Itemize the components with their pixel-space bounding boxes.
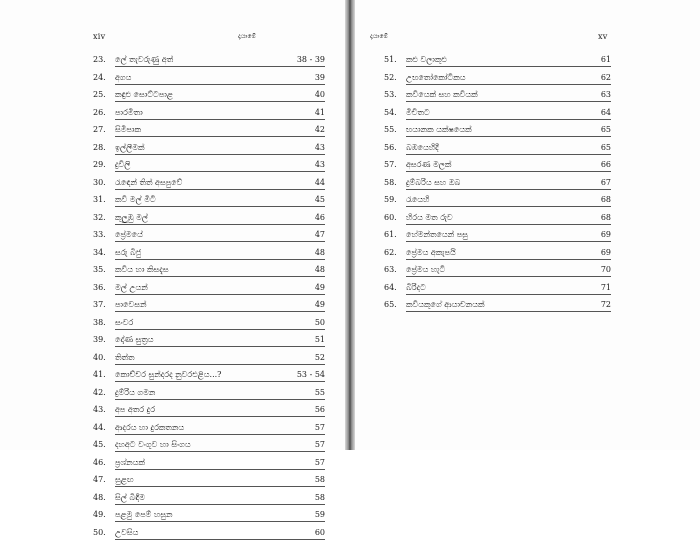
toc-entry-title: දුවිලි — [115, 159, 130, 171]
toc-entry-number: 34. — [93, 247, 115, 259]
toc-entry-number: 47. — [93, 474, 115, 486]
toc-entry-title: ප්‍රශ්නයක් — [115, 457, 145, 469]
toc-entry-number: 48. — [93, 492, 115, 504]
toc-entry-title: පාරමිතා — [115, 107, 143, 119]
toc-entry-page: 65 — [601, 142, 611, 154]
toc-entry-title: අප අතර දුර — [115, 404, 155, 416]
toc-entry-title: අගය — [115, 72, 131, 84]
toc-entry-number: 46. — [93, 457, 115, 469]
toc-entry-title: කවි මල් මිටි — [115, 194, 156, 206]
toc-entry-number: 62. — [384, 247, 406, 259]
right-toc-list — [384, 54, 611, 317]
toc-entry-rule — [115, 276, 325, 277]
toc-entry-rule — [115, 311, 325, 312]
left-running-title: දෑයාමේ — [238, 33, 256, 41]
toc-entry-page: 42 — [315, 124, 325, 136]
toc-entry-rule — [406, 311, 611, 312]
toc-entry-rule — [115, 521, 325, 522]
toc-entry — [93, 282, 325, 300]
toc-entry-page: 57 — [315, 439, 325, 451]
toc-entry-number: 38. — [93, 317, 115, 329]
toc-entry — [93, 177, 325, 195]
toc-entry — [93, 509, 325, 527]
toc-entry — [93, 527, 325, 544]
toc-entry-rule — [115, 119, 325, 120]
toc-entry-rule — [115, 206, 325, 207]
toc-entry — [93, 142, 325, 160]
toc-entry-page: 69 — [601, 247, 611, 259]
toc-entry-page: 51 — [315, 334, 325, 346]
toc-entry-title: පාවෙසන් — [115, 299, 147, 311]
toc-entry — [93, 264, 325, 282]
toc-entry-title: කවියෙක් සහ කවියක් — [406, 89, 478, 101]
toc-entry-rule — [406, 154, 611, 155]
toc-entry — [384, 159, 611, 177]
toc-entry-title: කළු වලාකුළු — [406, 54, 447, 66]
toc-entry-number: 39. — [93, 334, 115, 346]
toc-entry-page: 63 — [601, 89, 611, 101]
toc-entry-rule — [406, 241, 611, 242]
toc-entry-rule — [115, 66, 325, 67]
toc-entry-page: 53 - 54 — [297, 369, 325, 381]
toc-entry-title: දහඅට වංගුව හා සිංගය — [115, 439, 191, 451]
toc-entry-number: 42. — [93, 387, 115, 399]
toc-entry — [93, 439, 325, 457]
toc-entry-number: 31. — [93, 194, 115, 206]
toc-entry-page: 38 - 39 — [297, 54, 325, 66]
toc-entry — [384, 142, 611, 160]
toc-entry-number: 49. — [93, 509, 115, 521]
toc-entry-number: 56. — [384, 142, 406, 154]
toc-entry-number: 65. — [384, 299, 406, 311]
toc-entry — [384, 54, 611, 72]
toc-entry — [384, 247, 611, 265]
toc-entry-page: 66 — [601, 159, 611, 171]
toc-entry-number: 33. — [93, 229, 115, 241]
toc-entry-title: සරු බිජු — [115, 247, 141, 259]
toc-entry — [384, 229, 611, 247]
toc-entry-rule — [115, 469, 325, 470]
toc-entry — [93, 317, 325, 335]
toc-entry-page: 49 — [315, 282, 325, 294]
toc-entry-title: කවියකුගේ ආයාචනයක් — [406, 299, 484, 311]
toc-entry-rule — [115, 399, 325, 400]
toc-entry-title: කවිය හා කිසදැස — [115, 264, 169, 276]
toc-entry — [93, 387, 325, 405]
toc-entry-number: 36. — [93, 282, 115, 294]
toc-entry-page: 57 — [315, 457, 325, 469]
toc-entry-title: උවසිය — [115, 527, 138, 539]
toc-entry-title: ප්‍රේමයේ — [115, 229, 143, 241]
toc-entry — [384, 177, 611, 195]
toc-entry-title: ඉල්ලීමක් — [115, 142, 144, 154]
toc-entry-number: 57. — [384, 159, 406, 171]
toc-entry — [384, 72, 611, 90]
toc-entry-page: 60 — [315, 527, 325, 539]
toc-entry-page: 48 — [315, 264, 325, 276]
toc-entry-number: 32. — [93, 212, 115, 224]
toc-entry — [93, 457, 325, 475]
toc-entry-title: බඹයෙහිදී — [406, 142, 439, 154]
toc-entry — [93, 89, 325, 107]
left-toc-list — [93, 54, 325, 544]
toc-entry — [384, 194, 611, 212]
toc-entry-number: 23. — [93, 54, 115, 66]
toc-entry-title: ප්‍රේමය අකැපයි — [406, 247, 456, 259]
toc-entry-number: 45. — [93, 439, 115, 451]
toc-entry — [93, 194, 325, 212]
toc-entry-rule — [115, 329, 325, 330]
toc-entry-page: 43 — [315, 142, 325, 154]
toc-entry — [93, 159, 325, 177]
toc-entry-title: සංවර — [115, 317, 133, 329]
toc-entry — [93, 107, 325, 125]
toc-entry-page: 48 — [315, 247, 325, 259]
toc-entry-page: 43 — [315, 159, 325, 171]
toc-entry-page: 52 — [315, 352, 325, 364]
toc-entry-title: භයානක යක්ෂයෙක් — [406, 124, 472, 136]
toc-entry — [93, 492, 325, 510]
toc-entry-rule — [406, 206, 611, 207]
toc-entry-title: කොච්චර සුන්දරද නුවරඑළිය...? — [115, 369, 221, 381]
toc-entry-number: 54. — [384, 107, 406, 119]
toc-entry-rule — [406, 224, 611, 225]
toc-entry-number: 30. — [93, 177, 115, 189]
toc-entry-number: 50. — [93, 527, 115, 539]
toc-entry-rule — [115, 504, 325, 505]
toc-entry-number: 61. — [384, 229, 406, 241]
toc-entry-rule — [115, 346, 325, 347]
toc-entry-rule — [115, 381, 325, 382]
toc-entry-page: 58 — [315, 492, 325, 504]
toc-entry-number: 28. — [93, 142, 115, 154]
toc-entry — [93, 422, 325, 440]
toc-entry-number: 51. — [384, 54, 406, 66]
toc-entry-rule — [406, 259, 611, 260]
toc-entry-number: 37. — [93, 299, 115, 311]
toc-entry — [93, 229, 325, 247]
book-gutter — [345, 0, 355, 450]
toc-entry-title: සිල් බිඳීම — [115, 492, 145, 504]
toc-entry-number: 43. — [93, 404, 115, 416]
left-page-number: xiv — [93, 32, 106, 41]
toc-entry-rule — [115, 434, 325, 435]
toc-entry-title: බිරිදට — [406, 282, 426, 294]
toc-entry-rule — [115, 486, 325, 487]
toc-entry-number: 60. — [384, 212, 406, 224]
toc-entry — [384, 107, 611, 125]
toc-entry-title: මල් උයන් — [115, 282, 148, 294]
toc-entry — [93, 247, 325, 265]
toc-entry-title: කුලුඹු මල් — [115, 212, 148, 224]
toc-entry-page: 57 — [315, 422, 325, 434]
toc-entry-title: ප්‍රේමය හැටි — [406, 264, 445, 276]
toc-entry-number: 24. — [93, 72, 115, 84]
toc-entry-page: 46 — [315, 212, 325, 224]
toc-entry-title: හේමන්තයෙන් පසු — [406, 229, 468, 241]
toc-entry-rule — [115, 84, 325, 85]
toc-entry-number: 35. — [93, 264, 115, 276]
toc-entry-page: 62 — [601, 72, 611, 84]
toc-entry-title: රැඳෙන් තිත් අසපුවේ — [115, 177, 182, 189]
toc-entry-title: සුළඟ — [115, 474, 134, 486]
toc-entry-rule — [406, 136, 611, 137]
toc-entry-page: 50 — [315, 317, 325, 329]
toc-entry-rule — [406, 276, 611, 277]
toc-entry — [93, 369, 325, 387]
toc-entry-rule — [406, 119, 611, 120]
toc-entry — [93, 299, 325, 317]
toc-entry-number: 58. — [384, 177, 406, 189]
toc-entry — [384, 264, 611, 282]
toc-entry — [93, 352, 325, 370]
toc-entry-title: කඳුළු සොට්ටපාළ — [115, 89, 173, 101]
toc-entry-number: 53. — [384, 89, 406, 101]
toc-entry-number: 26. — [93, 107, 115, 119]
toc-entry-page: 69 — [601, 229, 611, 241]
toc-entry-page: 65 — [601, 124, 611, 136]
right-page-number: xv — [598, 32, 608, 41]
toc-entry-rule — [406, 101, 611, 102]
toc-entry — [93, 404, 325, 422]
toc-entry-page: 68 — [601, 194, 611, 206]
toc-entry — [93, 474, 325, 492]
toc-entry-title: දෝණ සුත්‍රය — [115, 334, 154, 346]
toc-entry-number: 63. — [384, 264, 406, 276]
right-running-title: දෑයාමේ — [370, 33, 388, 41]
toc-entry-title: ලේ තැවරුණු අත් — [115, 54, 173, 66]
toc-entry-title: මිචිතට — [406, 107, 430, 119]
toc-entry — [93, 72, 325, 90]
toc-entry — [93, 124, 325, 142]
toc-entry-page: 68 — [601, 212, 611, 224]
toc-entry — [93, 334, 325, 352]
toc-entry-rule — [115, 171, 325, 172]
toc-entry-number: 59. — [384, 194, 406, 206]
toc-entry-page: 61 — [601, 54, 611, 66]
toc-entry-number: 29. — [93, 159, 115, 171]
toc-entry-title: සිමිපාක — [115, 124, 141, 136]
toc-entry-page: 44 — [315, 177, 325, 189]
toc-entry-rule — [406, 66, 611, 67]
toc-entry-rule — [115, 259, 325, 260]
toc-entry-title: උභතෝකෝටිකය — [406, 72, 466, 84]
toc-entry-page: 72 — [601, 299, 611, 311]
toc-entry-page: 47 — [315, 229, 325, 241]
toc-entry-rule — [115, 101, 325, 102]
toc-entry-rule — [115, 451, 325, 452]
toc-entry-number: 55. — [384, 124, 406, 136]
toc-entry-title: ආදරය හා දුරකතනය — [115, 422, 184, 434]
toc-entry-rule — [115, 136, 325, 137]
toc-entry-page: 64 — [601, 107, 611, 119]
toc-entry-number: 40. — [93, 352, 115, 364]
toc-entry-rule — [406, 171, 611, 172]
toc-entry-title: රැයෙහි — [406, 194, 429, 206]
toc-entry-page: 56 — [315, 404, 325, 416]
toc-entry-title: පළමු පෙම් හසුන — [115, 509, 173, 521]
toc-entry-page: 39 — [315, 72, 325, 84]
toc-entry — [93, 54, 325, 72]
toc-entry-page: 45 — [315, 194, 325, 206]
toc-entry — [384, 282, 611, 300]
toc-entry — [384, 212, 611, 230]
toc-entry-rule — [115, 224, 325, 225]
toc-entry — [384, 124, 611, 142]
toc-entry-number: 27. — [93, 124, 115, 136]
toc-entry-rule — [115, 364, 325, 365]
toc-entry-page: 70 — [601, 264, 611, 276]
toc-entry-rule — [406, 294, 611, 295]
toc-entry-number: 64. — [384, 282, 406, 294]
toc-entry-page: 67 — [601, 177, 611, 189]
toc-entry-number: 52. — [384, 72, 406, 84]
toc-entry-number: 44. — [93, 422, 115, 434]
toc-entry-page: 58 — [315, 474, 325, 486]
toc-entry-rule — [115, 416, 325, 417]
toc-entry-page: 71 — [601, 282, 611, 294]
toc-entry-page: 49 — [315, 299, 325, 311]
toc-entry-rule — [115, 154, 325, 155]
toc-entry-title: දුම්රිය ගමන — [115, 387, 155, 399]
toc-entry-rule — [406, 189, 611, 190]
toc-entry-rule — [115, 189, 325, 190]
toc-entry-page: 40 — [315, 89, 325, 101]
toc-entry-title: අසරණ මලක් — [406, 159, 451, 171]
toc-entry-rule — [115, 294, 325, 295]
toc-entry-title: හිරය මත රුව — [406, 212, 453, 224]
toc-entry-rule — [115, 241, 325, 242]
toc-entry-page: 59 — [315, 509, 325, 521]
toc-entry-page: 55 — [315, 387, 325, 399]
toc-entry-number: 25. — [93, 89, 115, 101]
toc-entry-rule — [406, 84, 611, 85]
toc-entry-title: තිත්ත — [115, 352, 135, 364]
toc-entry — [93, 212, 325, 230]
toc-entry-number: 41. — [93, 369, 115, 381]
toc-entry-title: දුම්බරිය සහ ඔබ — [406, 177, 460, 189]
toc-entry — [384, 299, 611, 317]
toc-entry — [384, 89, 611, 107]
toc-entry-page: 41 — [315, 107, 325, 119]
toc-entry-rule — [115, 539, 325, 540]
